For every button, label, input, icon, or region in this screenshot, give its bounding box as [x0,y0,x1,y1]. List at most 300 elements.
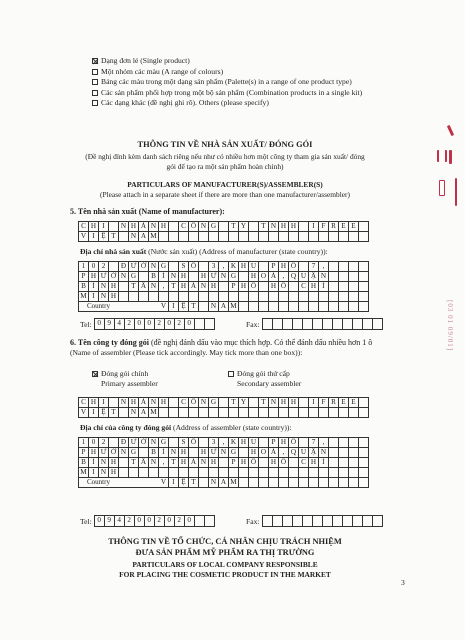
char-cell[interactable]: Ậ [309,448,319,458]
digit-cell[interactable] [363,319,373,330]
char-cell[interactable]: N [209,302,219,312]
char-cell[interactable] [329,282,339,292]
digit-cell[interactable]: 9 [105,516,115,527]
char-cell[interactable]: Ư [129,262,139,272]
char-cell[interactable] [329,262,339,272]
char-cell[interactable] [119,468,129,478]
char-cell[interactable]: H [249,448,259,458]
char-cell[interactable] [279,292,289,302]
char-cell[interactable] [209,468,219,478]
char-cell[interactable] [199,232,209,242]
digit-cell[interactable]: 2 [125,319,135,330]
char-cell[interactable]: U [249,438,259,448]
char-cell[interactable] [129,468,139,478]
char-cell[interactable]: Y [239,222,249,232]
char-cell[interactable] [149,468,159,478]
digit-cell[interactable]: 0 [145,319,155,330]
char-cell[interactable] [249,222,259,232]
char-cell[interactable]: G [129,448,139,458]
char-cell[interactable]: Ậ [309,272,319,282]
char-cell[interactable]: H [179,448,189,458]
char-cell[interactable]: B [79,458,89,468]
char-cell[interactable] [359,292,369,302]
char-cell[interactable] [359,458,369,468]
char-cell[interactable]: C [79,222,89,232]
digit-cell[interactable] [333,516,343,527]
char-cell[interactable]: P [229,458,239,468]
char-cell[interactable]: Ư [99,448,109,458]
char-cell[interactable]: N [209,478,219,488]
char-cell[interactable]: Q [289,272,299,282]
char-cell[interactable] [109,398,119,408]
char-cell[interactable]: B [149,272,159,282]
digit-cell[interactable]: 0 [135,319,145,330]
digit-cell[interactable] [293,319,303,330]
char-cell[interactable] [359,282,369,292]
char-cell[interactable] [359,468,369,478]
checkbox[interactable] [92,58,98,64]
char-cell[interactable] [299,438,309,448]
char-cell[interactable] [259,438,269,448]
char-cell[interactable]: H [279,262,289,272]
char-cell[interactable] [109,222,119,232]
secondary-assembler-choice[interactable]: Đóng gói thứ cấp Secondary assembler [228,369,301,389]
char-cell[interactable]: M [149,232,159,242]
char-cell[interactable] [299,222,309,232]
char-cell[interactable]: Ư [99,272,109,282]
char-cell[interactable]: N [99,458,109,468]
digit-cell[interactable]: 4 [115,516,125,527]
char-cell[interactable]: H [199,448,209,458]
char-cell[interactable] [309,302,319,312]
char-cell[interactable]: 1 [79,262,89,272]
checkbox[interactable] [92,90,98,96]
char-cell[interactable] [359,222,369,232]
char-cell[interactable]: M [149,408,159,418]
char-cell[interactable]: Ư [209,272,219,282]
char-cell[interactable] [119,232,129,242]
char-cell[interactable] [359,272,369,282]
char-cell[interactable] [299,398,309,408]
char-cell[interactable] [259,468,269,478]
digit-cell[interactable]: 0 [185,516,195,527]
char-cell[interactable]: N [149,398,159,408]
char-cell[interactable] [339,438,349,448]
char-cell[interactable] [349,302,359,312]
char-cell[interactable] [259,458,269,468]
char-cell[interactable]: 0 [89,438,99,448]
char-cell[interactable] [289,302,299,312]
char-cell[interactable] [249,302,259,312]
char-cell[interactable] [359,408,369,418]
char-cell[interactable]: H [289,222,299,232]
char-cell[interactable] [329,232,339,242]
char-cell[interactable] [319,232,329,242]
char-cell[interactable] [199,262,209,272]
char-cell[interactable]: Ệ [179,302,189,312]
digit-cell[interactable] [303,319,313,330]
char-cell[interactable]: I [89,292,99,302]
digit-cell[interactable]: 4 [115,319,125,330]
char-cell[interactable]: I [309,222,319,232]
char-cell[interactable]: , [279,272,289,282]
char-cell[interactable]: T [169,282,179,292]
char-cell[interactable]: Á [139,398,149,408]
char-cell[interactable] [169,468,179,478]
char-cell[interactable] [139,272,149,282]
char-cell[interactable] [109,262,119,272]
char-cell[interactable]: T [169,458,179,468]
char-cell[interactable] [179,232,189,242]
char-cell[interactable] [259,302,269,312]
char-cell[interactable] [139,468,149,478]
char-cell[interactable] [349,262,359,272]
char-cell[interactable] [359,438,369,448]
char-cell[interactable] [299,408,309,418]
char-cell[interactable] [269,232,279,242]
char-cell[interactable]: G [229,448,239,458]
char-cell[interactable] [339,282,349,292]
char-cell[interactable] [179,468,189,478]
char-cell[interactable] [289,408,299,418]
char-cell[interactable]: E [339,222,349,232]
char-cell[interactable]: , [219,438,229,448]
checkbox[interactable] [92,79,98,85]
checkbox[interactable] [92,69,98,75]
char-cell[interactable]: N [199,222,209,232]
char-cell[interactable]: Ố [189,438,199,448]
char-cell[interactable]: F [319,398,329,408]
char-cell[interactable] [229,292,239,302]
char-cell[interactable]: G [209,398,219,408]
char-cell[interactable] [129,292,139,302]
char-cell[interactable] [319,468,329,478]
char-cell[interactable]: H [109,292,119,302]
char-cell[interactable]: N [119,448,129,458]
char-cell[interactable] [359,448,369,458]
char-cell[interactable] [299,478,309,488]
digit-cell[interactable] [373,516,383,527]
char-cell[interactable]: 2 [99,262,109,272]
product-type-option[interactable] [92,88,362,98]
char-cell[interactable] [219,222,229,232]
char-cell[interactable] [289,232,299,242]
char-cell[interactable]: H [89,448,99,458]
char-cell[interactable]: H [179,458,189,468]
char-cell[interactable] [219,458,229,468]
char-cell[interactable] [199,408,209,418]
char-cell[interactable] [299,302,309,312]
char-cell[interactable] [239,478,249,488]
char-cell[interactable] [159,292,169,302]
char-cell[interactable]: Ư [209,448,219,458]
char-cell[interactable]: N [119,222,129,232]
digit-cell[interactable] [205,319,215,330]
char-cell[interactable]: I [99,222,109,232]
char-cell[interactable]: C [179,222,189,232]
digit-cell[interactable]: 0 [95,319,105,330]
char-cell[interactable]: U [249,262,259,272]
char-cell[interactable] [329,302,339,312]
char-cell[interactable]: Â [139,458,149,468]
char-cell[interactable]: Ờ [109,272,119,282]
char-cell[interactable]: Ì [159,448,169,458]
digit-cell[interactable] [195,319,205,330]
char-cell[interactable] [249,292,259,302]
char-cell[interactable]: 3 [209,262,219,272]
char-cell[interactable] [269,408,279,418]
char-cell[interactable] [339,448,349,458]
char-cell[interactable]: B [149,448,159,458]
char-cell[interactable] [269,468,279,478]
char-cell[interactable] [239,468,249,478]
char-cell[interactable] [189,408,199,418]
char-cell[interactable]: Ì [89,458,99,468]
char-cell[interactable]: A [219,302,229,312]
char-cell[interactable] [159,232,169,242]
char-cell[interactable] [299,468,309,478]
char-cell[interactable] [239,302,249,312]
char-cell[interactable]: Ố [249,282,259,292]
secondary-checkbox[interactable] [228,371,234,377]
char-cell[interactable] [189,292,199,302]
char-cell[interactable] [259,262,269,272]
char-cell[interactable]: 2 [99,438,109,448]
char-cell[interactable]: N [149,282,159,292]
char-cell[interactable]: Đ [119,262,129,272]
char-cell[interactable]: H [89,272,99,282]
char-cell[interactable] [189,232,199,242]
char-cell[interactable]: H [89,222,99,232]
char-cell[interactable]: U [299,272,309,282]
char-cell[interactable]: A [139,408,149,418]
char-cell[interactable]: I [99,398,109,408]
char-cell[interactable] [259,408,269,418]
char-cell[interactable]: H [249,272,259,282]
char-cell[interactable]: E [349,398,359,408]
char-cell[interactable]: H [239,438,249,448]
char-cell[interactable]: , [319,262,329,272]
char-cell[interactable] [279,408,289,418]
char-cell[interactable]: H [309,458,319,468]
char-cell[interactable] [309,292,319,302]
char-cell[interactable]: O [259,448,269,458]
char-cell[interactable] [239,272,249,282]
char-cell[interactable] [169,438,179,448]
char-cell[interactable]: N [319,272,329,282]
char-cell[interactable]: H [109,458,119,468]
digit-cell[interactable]: 2 [175,319,185,330]
char-cell[interactable] [259,292,269,302]
char-cell[interactable]: N [169,272,179,282]
char-cell[interactable] [169,262,179,272]
char-cell[interactable]: H [239,262,249,272]
char-cell[interactable] [339,408,349,418]
char-cell[interactable]: Đ [119,438,129,448]
char-cell[interactable]: Ồ [279,458,289,468]
char-cell[interactable]: N [199,398,209,408]
char-cell[interactable] [229,408,239,418]
char-cell[interactable] [349,272,359,282]
char-cell[interactable]: À [189,458,199,468]
char-cell[interactable] [139,292,149,302]
char-cell[interactable]: T [259,222,269,232]
char-cell[interactable]: N [99,282,109,292]
char-cell[interactable]: N [269,398,279,408]
char-cell[interactable] [329,438,339,448]
char-cell[interactable]: V [159,302,169,312]
char-cell[interactable]: U [299,448,309,458]
char-cell[interactable]: Ờ [109,448,119,458]
char-cell[interactable]: Ư [129,438,139,448]
char-cell[interactable]: T [109,232,119,242]
char-cell[interactable] [329,468,339,478]
digit-cell[interactable]: 0 [185,319,195,330]
char-cell[interactable] [319,292,329,302]
char-cell[interactable]: I [169,302,179,312]
char-cell[interactable]: C [299,458,309,468]
char-cell[interactable]: P [79,448,89,458]
primary-checkbox[interactable] [92,371,98,377]
digit-cell[interactable] [313,319,323,330]
char-cell[interactable]: Ô [189,398,199,408]
char-cell[interactable]: T [229,398,239,408]
char-cell[interactable]: M [79,292,89,302]
char-cell[interactable]: G [159,262,169,272]
char-cell[interactable] [349,408,359,418]
char-cell[interactable]: Ố [189,262,199,272]
char-cell[interactable] [329,292,339,302]
checkbox[interactable] [92,100,98,106]
char-cell[interactable]: V [79,408,89,418]
char-cell[interactable]: H [279,222,289,232]
char-cell[interactable]: G [159,438,169,448]
char-cell[interactable] [259,478,269,488]
char-cell[interactable]: N [99,292,109,302]
char-cell[interactable]: À [269,448,279,458]
char-cell[interactable]: M [229,478,239,488]
char-cell[interactable]: F [319,222,329,232]
digit-cell[interactable]: 9 [105,319,115,330]
digit-cell[interactable] [323,319,333,330]
digit-cell[interactable] [283,516,293,527]
digit-cell[interactable] [343,319,353,330]
char-cell[interactable]: 3 [209,438,219,448]
char-cell[interactable] [249,398,259,408]
char-cell[interactable]: Q [289,448,299,458]
char-cell[interactable]: Ì [89,282,99,292]
char-cell[interactable] [269,302,279,312]
char-cell[interactable] [239,448,249,458]
char-cell[interactable]: H [179,272,189,282]
char-cell[interactable] [269,478,279,488]
char-cell[interactable]: Í [319,282,329,292]
char-cell[interactable]: N [119,272,129,282]
char-cell[interactable]: Y [239,398,249,408]
digit-cell[interactable]: 0 [95,516,105,527]
char-cell[interactable] [249,478,259,488]
char-cell[interactable] [209,292,219,302]
char-cell[interactable]: , [159,458,169,468]
char-cell[interactable]: N [319,448,329,458]
digit-cell[interactable] [303,516,313,527]
char-cell[interactable]: N [219,448,229,458]
char-cell[interactable]: N [129,232,139,242]
char-cell[interactable] [189,272,199,282]
char-cell[interactable]: C [79,398,89,408]
char-cell[interactable]: Â [139,282,149,292]
char-cell[interactable]: H [89,398,99,408]
char-cell[interactable] [279,468,289,478]
char-cell[interactable]: N [149,438,159,448]
char-cell[interactable]: N [99,468,109,478]
char-cell[interactable] [349,468,359,478]
char-cell[interactable]: I [169,478,179,488]
char-cell[interactable]: R [329,222,339,232]
char-cell[interactable] [219,398,229,408]
char-cell[interactable] [219,468,229,478]
char-cell[interactable]: H [159,398,169,408]
char-cell[interactable] [239,292,249,302]
char-cell[interactable]: V [79,232,89,242]
digit-cell[interactable] [283,319,293,330]
char-cell[interactable]: P [269,438,279,448]
char-cell[interactable]: N [219,272,229,282]
char-cell[interactable] [219,292,229,302]
char-cell[interactable] [169,222,179,232]
digit-cell[interactable]: 0 [135,516,145,527]
char-cell[interactable]: , [159,282,169,292]
char-cell[interactable]: H [269,458,279,468]
char-cell[interactable] [119,282,129,292]
char-cell[interactable] [119,458,129,468]
char-cell[interactable]: K [229,438,239,448]
char-cell[interactable] [359,478,369,488]
digit-cell[interactable] [313,516,323,527]
char-cell[interactable] [159,468,169,478]
char-cell[interactable]: Á [139,222,149,232]
digit-cell[interactable] [363,516,373,527]
char-cell[interactable]: T [129,282,139,292]
char-cell[interactable] [189,468,199,478]
char-cell[interactable]: 1 [79,438,89,448]
char-cell[interactable] [139,448,149,458]
char-cell[interactable] [279,478,289,488]
char-cell[interactable]: À [189,282,199,292]
char-cell[interactable]: T [129,458,139,468]
digit-cell[interactable]: 0 [165,516,175,527]
char-cell[interactable]: 0 [89,262,99,272]
char-cell[interactable] [329,478,339,488]
char-cell[interactable] [339,262,349,272]
product-type-option[interactable] [92,98,269,108]
char-cell[interactable]: S [179,438,189,448]
digit-cell[interactable] [273,319,283,330]
char-cell[interactable]: N [149,262,159,272]
char-cell[interactable]: I [309,398,319,408]
char-cell[interactable] [219,232,229,242]
char-cell[interactable] [319,478,329,488]
digit-cell[interactable] [273,516,283,527]
char-cell[interactable]: Ồ [279,282,289,292]
char-cell[interactable]: A [139,232,149,242]
char-cell[interactable] [329,408,339,418]
char-cell[interactable]: À [269,272,279,282]
char-cell[interactable]: , [319,438,329,448]
char-cell[interactable]: 7 [309,262,319,272]
char-cell[interactable] [199,438,209,448]
char-cell[interactable] [339,272,349,282]
